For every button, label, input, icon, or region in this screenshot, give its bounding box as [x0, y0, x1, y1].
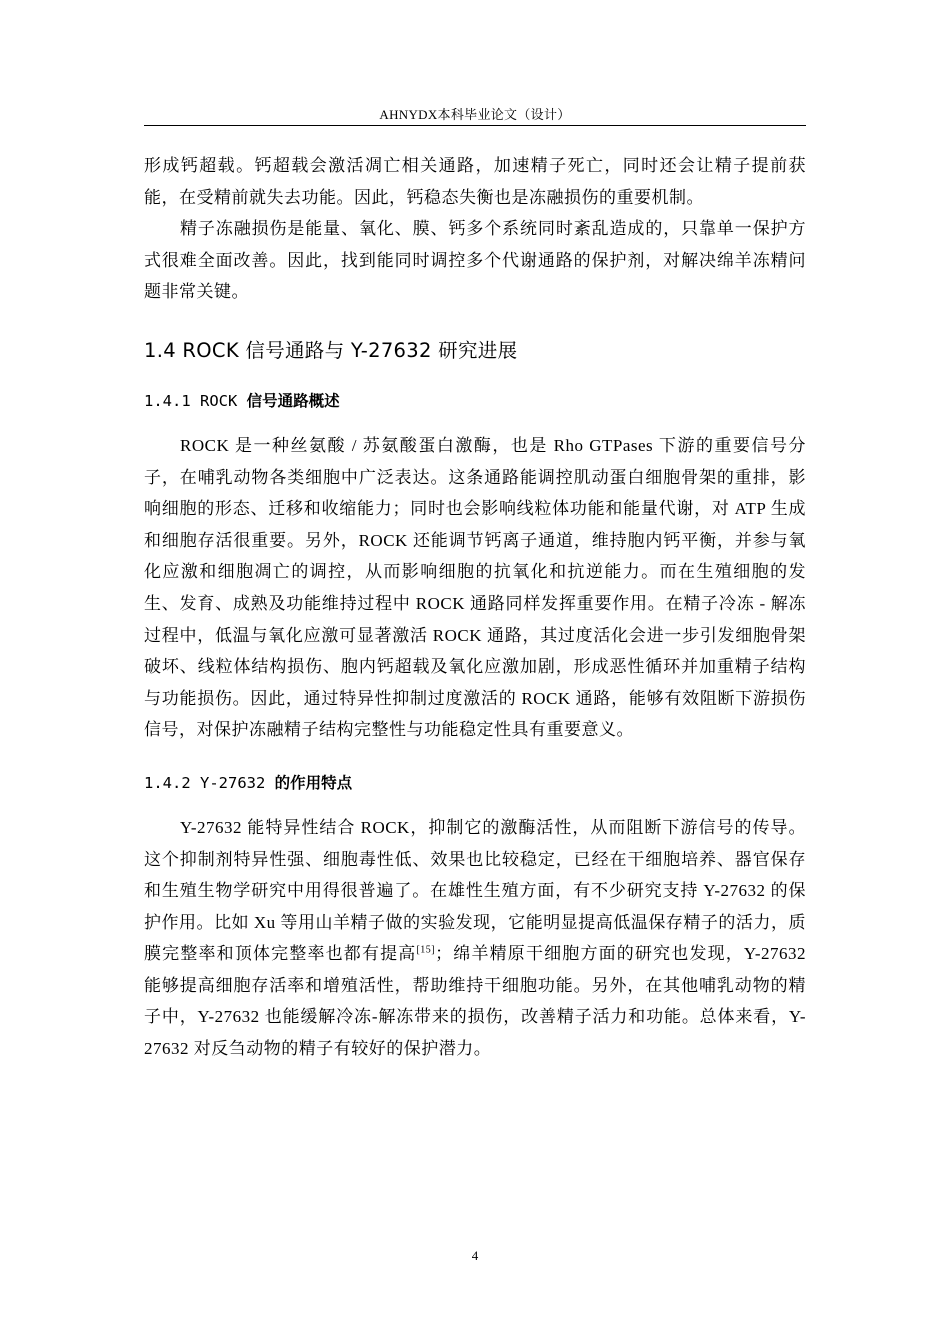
page-body — [144, 150, 806, 1065]
running-header: AHNYDX本科毕业论文（设计） — [379, 107, 571, 122]
subsection-heading-1-4-2 — [144, 772, 806, 794]
subsection-heading-1-4-1 — [144, 390, 806, 412]
section-heading-1-4: 1.4 ROCK 信号通路与 Y-27632 研究进展 — [144, 338, 518, 362]
subsection-title: 的作用特点 — [265, 773, 353, 792]
subsection-number: 1.4.1 ROCK — [144, 391, 238, 410]
header-rule — [144, 125, 806, 126]
citation-reference[interactable]: [15] — [416, 944, 436, 956]
paragraph-rock-overview: ROCK 是一种丝氨酸 / 苏氨酸蛋白激酶，也是 Rho GTPases 下游的重要信号分子，在哺乳动物各类细胞中广泛表达。这条通路能调控肌动蛋白细胞骨架的重排，影响细胞的形态、迁移和收缩能力；同时也会影响线粒体功能和能量代谢，对 ATP 生成和细胞存活很重要。另外，ROCK 还能调节钙离子通道，维持胞内钙平衡，并参与氧化应激和细胞凋亡的调控，从而影响细胞的抗氧化和抗逆能力。而在生殖细胞的发生、发育、成熟及功能维持过程中 ROCK 通路同样发挥重要作用。在精子冷冻 - 解冻过程中，低温与氧化应激可显著激活 ROCK 通路，其过度活化会进一步引发细胞骨架破坏、线粒体结构损伤、胞内钙超载及氧化应激加剧，形成恶性循环并加重精子结构与功能损伤。因此，通过特异性抑制过度激活的 ROCK 通路，能够有效阻断下游损伤信号，对保护冻融精子结构完整性与功能稳定性具有重要意义。 — [144, 435, 806, 740]
paragraph-calcium-overload: 形成钙超载。钙超载会激活凋亡相关通路，加速精子死亡，同时还会让精子提前获能，在受精前就失去功能。因此，钙稳态失衡也是冻融损伤的重要机制。 — [144, 156, 806, 207]
subsection-number: 1.4.2 Y-27632 — [144, 773, 266, 792]
paragraph-text: ；绵羊精原干细胞方面的研究也发现，Y-27632 能够提高细胞存活率和增殖活性，帮助维持干细胞功能。另外，在其他哺乳动物的精子中，Y-27632 也能缓解冷冻-解冻带来的损伤，改善精子活力和功能。总体来看，Y-27632 对反刍动物的精子有较好的保护潜力。 — [144, 944, 806, 1059]
paragraph-freeze-thaw-summary: 精子冻融损伤是能量、氧化、膜、钙多个系统同时紊乱造成的，只靠单一保护方式很难全面改善。因此，找到能同时调控多个代谢通路的保护剂，对解决绵羊冻精问题非常关键。 — [144, 219, 806, 302]
paragraph-text: Y-27632 能特异性结合 ROCK，抑制它的激酶活性，从而阻断下游信号的传导。这个抑制剂特异性强、细胞毒性低、效果也比较稳定，已经在干细胞培养、器官保存和生殖生物学研究中用得很普遍了。在雄性生殖方面，有不少研究支持 Y-27632 的保护作用。比如 Xu 等用山羊精子做的实验发现，它能明显提高低温保存精子的活力，质膜完整率和顶体完整率也都有提高 — [144, 817, 806, 964]
paragraph-y27632-features — [144, 812, 806, 1065]
page-number: 4 — [471, 1248, 479, 1263]
subsection-title: 信号通路概述 — [237, 391, 340, 410]
